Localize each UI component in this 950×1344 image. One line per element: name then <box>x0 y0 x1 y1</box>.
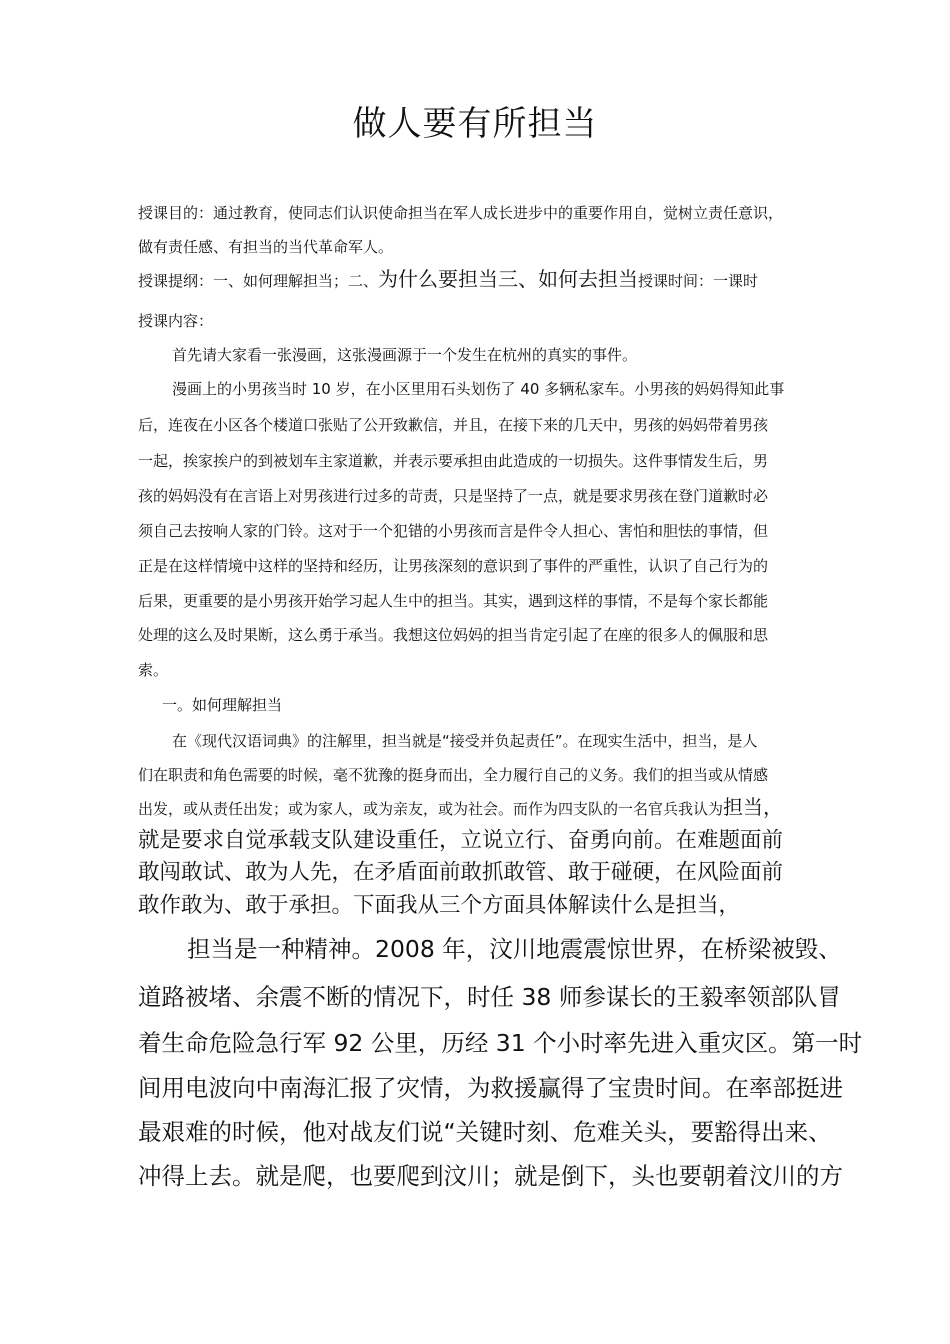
outline-emphasis: 为什么要担当三、如何去担当 <box>378 267 639 291</box>
definition-emphasis: 担当， <box>723 795 784 819</box>
intro-paragraph: 首先请大家看一张漫画，这张漫画源于一个发生在杭州的真实的事件。 <box>172 346 638 364</box>
definition-line: 就是要求自觉承载支队建设重任，立说立行、奋勇向前。在难题面前 <box>138 828 784 853</box>
story-line: 处理的这么及时果断，这么勇于承当。我想这位妈妈的担当肯定引起了在座的很多人的佩服和思 <box>138 626 769 644</box>
definition-line: 敢作敢为、敢于承担。下面我从三个方面具体解读什么是担当， <box>138 893 741 918</box>
definition-line: 敢闯敢试、敢为人先，在矛盾面前敢抓敢管、敢于碰硬，在风险面前 <box>138 860 784 885</box>
story-line: 孩的妈妈没有在言语上对男孩进行过多的苛责，只是坚持了一点，就是要求男孩在登门道歉时必 <box>138 487 769 505</box>
story-line: 索。 <box>138 661 169 679</box>
definition-line: 们在职责和角色需要的时候，毫不犹豫的挺身而出，全力履行自己的义务。我们的担当或从情感 <box>138 766 769 784</box>
definition-line: 在《现代汉语词典》的注解里，担当就是“接受并负起责任”。在现实生活中，担当，是人 <box>172 732 758 750</box>
story-line: 后，连夜在小区各个楼道口张贴了公开致歉信，并且，在接下来的几天中，男孩的妈妈带着男孩 <box>138 416 769 434</box>
outline-suffix: 授课时间：一课时 <box>638 272 759 290</box>
spirit-line: 担当是一种精神。2008 年，汶川地震震惊世界，在桥梁被毁、 <box>187 935 842 963</box>
definition-line <box>138 796 783 820</box>
spirit-line: 最艰难的时候，他对战友们说“关键时刻、危难关头，要豁得出来、 <box>138 1118 832 1146</box>
spirit-line: 道路被堵、余震不断的情况下，时任 38 师参谋长的王毅率领部队冒 <box>138 983 841 1011</box>
content-label: 授课内容： <box>138 312 214 330</box>
purpose-line: 做有责任感、有担当的当代革命军人。 <box>138 238 394 256</box>
outline-line <box>138 268 758 292</box>
section-heading: 一。如何理解担当 <box>162 696 283 714</box>
spirit-line: 冲得上去。就是爬，也要爬到汶川；就是倒下，头也要朝着汶川的方 <box>138 1162 843 1190</box>
story-line: 漫画上的小男孩当时 10 岁，在小区里用石头划伤了 40 多辆私家车。小男孩的妈妈得知此事 <box>172 380 785 398</box>
story-line: 后果，更重要的是小男孩开始学习起人生中的担当。其实，遇到这样的事情，不是每个家长都能 <box>138 592 769 610</box>
story-line: 一起，挨家挨户的到被划车主家道歉，并表示要承担由此造成的一切损失。这件事情发生后，男 <box>138 452 769 470</box>
spirit-line: 着生命危险急行军 92 公里，历经 31 个小时率先进入重灾区。第一时 <box>138 1029 863 1057</box>
purpose-line: 授课目的：通过教育，使同志们认识使命担当在军人成长进步中的重要作用自，觉树立责任意识， <box>138 204 784 222</box>
document-title: 做人要有所担当 <box>352 104 598 144</box>
definition-text: 出发，或从责任出发；或为家人，或为亲友，或为社会。而作为四支队的一名官兵我认为 <box>138 800 724 818</box>
outline-prefix: 授课提纲：一、如何理解担当；二、 <box>138 272 379 290</box>
spirit-line: 间用电波向中南海汇报了灾情，为救援赢得了宝贵时间。在率部挺进 <box>138 1074 843 1102</box>
story-line: 正是在这样情境中这样的坚持和经历，让男孩深刻的意识到了事件的严重性，认识了自己行为的 <box>138 557 769 575</box>
story-line: 须自己去按响人家的门铃。这对于一个犯错的小男孩而言是件令人担心、害怕和胆怯的事情，但 <box>138 522 769 540</box>
